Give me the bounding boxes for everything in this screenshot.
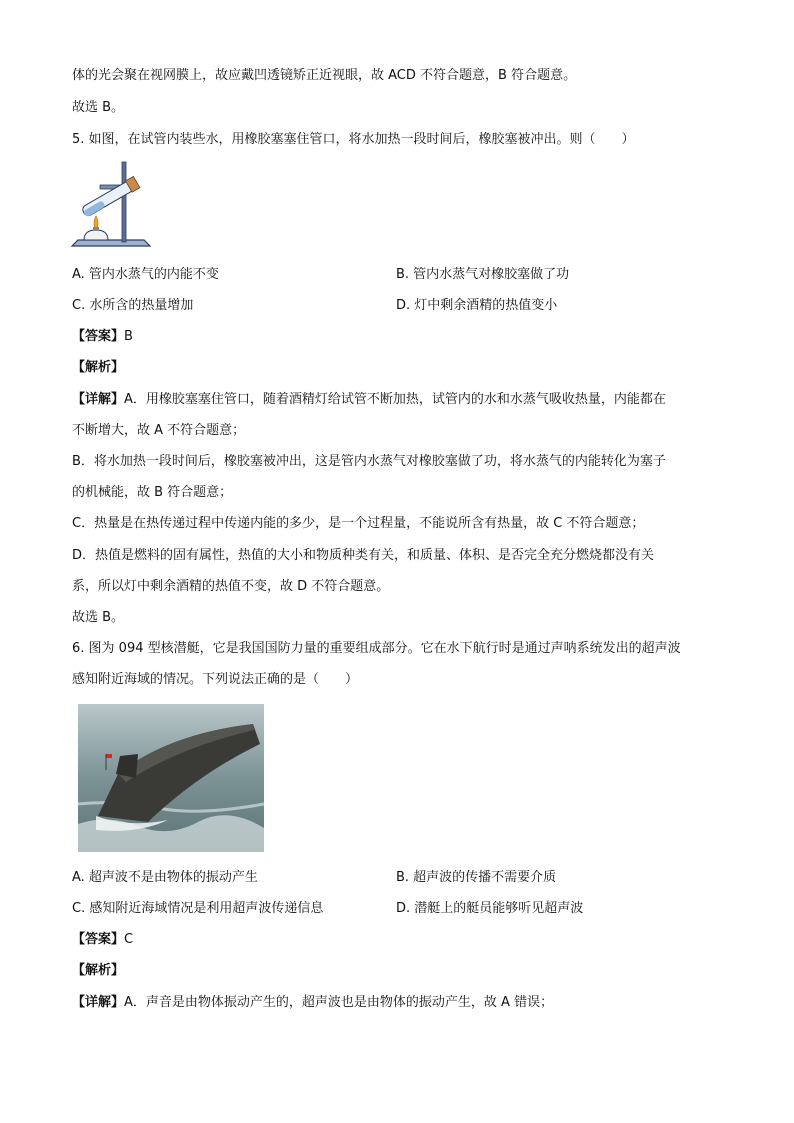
option-a[interactable]: A. 超声波不是由物体的振动产生 — [72, 870, 258, 885]
question-5-stem: 5. 如图，在试管内装些水，用橡胶塞塞住管口，将水加热一段时间后，橡胶塞被冲出。则（ ） — [72, 132, 635, 147]
analysis-heading: 【解析】 — [72, 963, 125, 978]
option-c[interactable]: C. 感知附近海域情况是利用超声波传递信息 — [72, 901, 324, 916]
option-d[interactable]: D. 灯中剩余酒精的热值变小 — [396, 298, 558, 313]
text-line: 故选 B。 — [72, 100, 125, 115]
option-a[interactable]: A. 管内水蒸气的内能不变 — [72, 267, 219, 282]
detail-text: A．声音是由物体振动产生的，超声波也是由物体的振动产生，故 A 错误； — [124, 995, 554, 1010]
detail-tag: 【详解】 — [72, 392, 125, 407]
option-c[interactable]: C. 水所含的热量增加 — [72, 298, 194, 313]
text-line: 体的光会聚在视网膜上，故应戴凹透镜矫正近视眼，故 ACD 不符合题意，B 符合题意。 — [72, 68, 577, 83]
detail-line: 的机械能，故 B 符合题意； — [72, 485, 233, 500]
detail-line — [72, 391, 666, 409]
conclusion: 故选 B。 — [72, 610, 125, 625]
detail-line: B．将水加热一段时间后，橡胶塞被冲出，这是管内水蒸气对橡胶塞做了功，将水蒸气的内能转化为塞子 — [72, 454, 666, 469]
answer-tag: 【答案】 — [72, 932, 125, 947]
detail-line: D．热值是燃料的固有属性，热值的大小和物质种类有关，和质量、体积、是否完全充分燃烧都没有关 — [72, 548, 655, 563]
answer-value: C — [124, 932, 134, 947]
answer — [72, 931, 133, 949]
answer — [72, 328, 133, 346]
analysis-heading: 【解析】 — [72, 360, 125, 375]
option-b[interactable]: B. 超声波的传播不需要介质 — [396, 870, 557, 885]
answer-value: B — [124, 329, 133, 344]
option-d[interactable]: D. 潜艇上的艇员能够听见超声波 — [396, 901, 584, 916]
question-6-stem: 感知附近海域的情况。下列说法正确的是（ ） — [72, 672, 359, 687]
question-6-stem: 6. 图为 094 型核潜艇，它是我国国防力量的重要组成部分。它在水下航行时是通过声呐系统发出的超声波 — [72, 641, 681, 656]
detail-line: 系，所以灯中剩余酒精的热值不变，故 D 不符合题意。 — [72, 579, 390, 594]
detail-tag: 【详解】 — [72, 995, 125, 1010]
detail-line: C．热量是在热传递过程中传递内能的多少，是一个过程量，不能说所含有热量，故 C 不符合题意； — [72, 516, 645, 531]
submarine-photo — [78, 704, 264, 852]
option-b[interactable]: B. 管内水蒸气对橡胶塞做了功 — [396, 267, 570, 282]
detail-text: A．用橡胶塞塞住管口，随着酒精灯给试管不断加热，试管内的水和水蒸气吸收热量，内能都在 — [124, 392, 666, 407]
detail-line — [72, 994, 553, 1012]
test-tube-heating-figure — [70, 158, 160, 250]
detail-line: 不断增大，故 A 不符合题意； — [72, 423, 246, 438]
answer-tag: 【答案】 — [72, 329, 125, 344]
